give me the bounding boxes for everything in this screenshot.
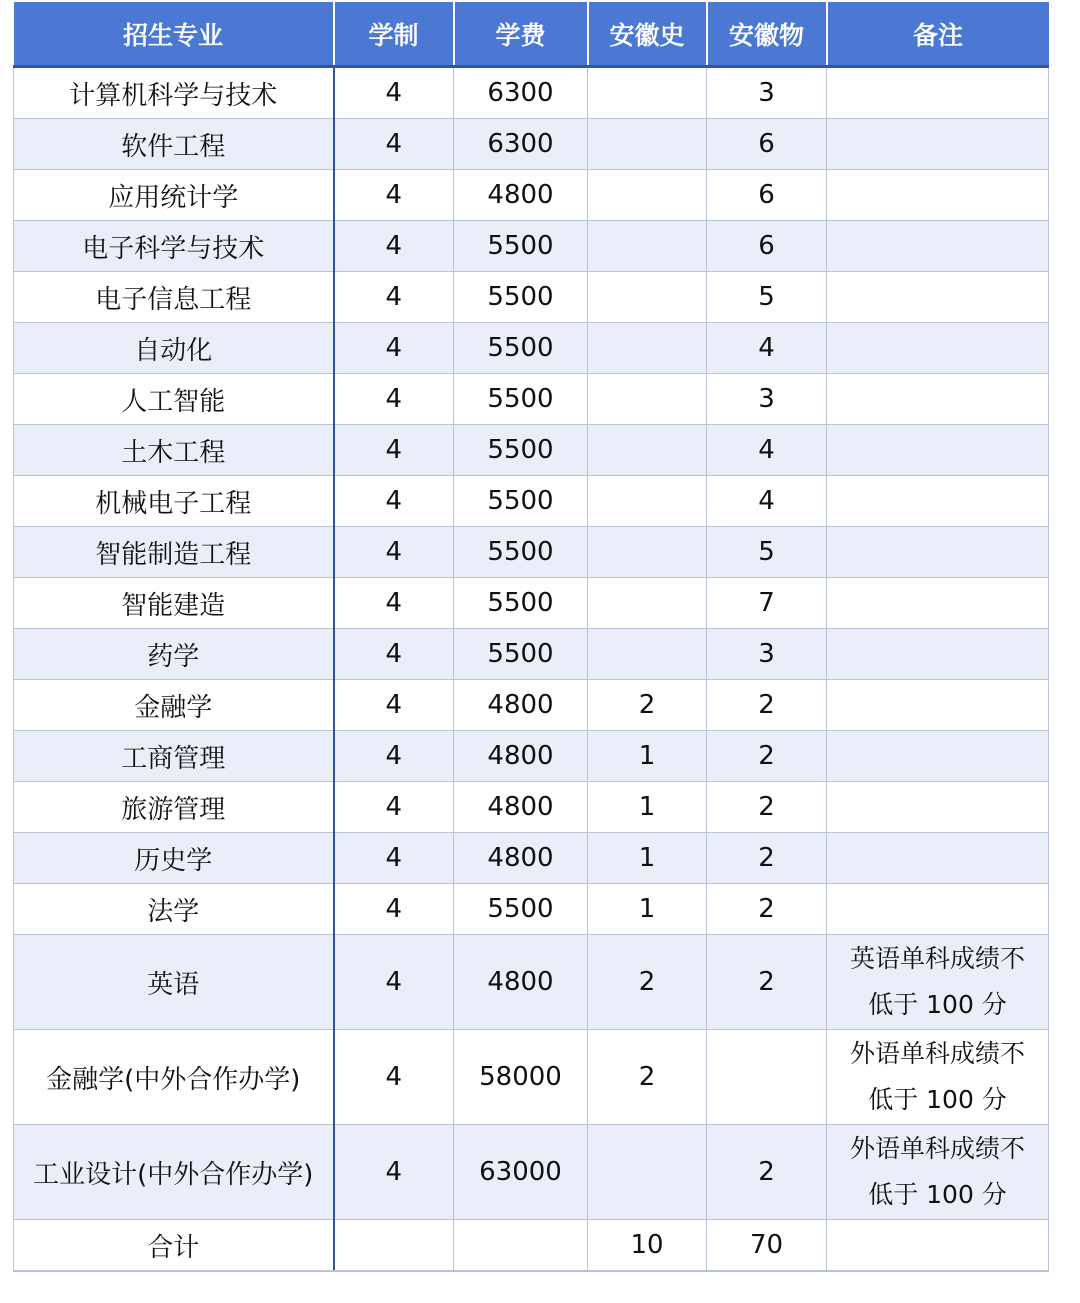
table-row [14,272,1049,323]
years-cell: 4 [334,578,454,629]
note-cell [827,476,1049,527]
years-cell: 4 [334,833,454,884]
history-cell: 1 [588,731,707,782]
years-cell: 4 [334,170,454,221]
physics-cell: 5 [707,527,827,578]
fee-cell: 5500 [454,272,588,323]
note-cell [827,935,1049,1030]
years-cell: 4 [334,425,454,476]
years-cell: 4 [334,272,454,323]
physics-cell: 2 [707,1125,827,1220]
table-row [14,680,1049,731]
physics-cell: 2 [707,680,827,731]
years-cell: 4 [334,323,454,374]
history-cell: 2 [588,1030,707,1125]
note-line: 英语单科成绩不 [849,944,1025,973]
major-cell: 工业设计(中外合作办学) [14,1125,334,1220]
fee-cell: 5500 [454,221,588,272]
physics-cell: 6 [707,170,827,221]
major-cell: 工商管理 [14,731,334,782]
table-row [14,476,1049,527]
note-cell [827,527,1049,578]
years-cell: 4 [334,731,454,782]
header-note: 备注 [827,2,1049,67]
table-row [14,1125,1049,1220]
total-note [827,1220,1049,1272]
history-cell: 2 [588,680,707,731]
physics-cell: 5 [707,272,827,323]
note-cell [827,731,1049,782]
table-row [14,67,1049,119]
admissions-table [13,2,1049,1272]
major-cell: 金融学(中外合作办学) [14,1030,334,1125]
history-cell [588,374,707,425]
years-cell: 4 [334,1030,454,1125]
note-cell [827,67,1049,119]
physics-cell [707,1030,827,1125]
header-major: 招生专业 [14,2,334,67]
physics-cell: 4 [707,476,827,527]
history-cell [588,578,707,629]
years-cell: 4 [334,221,454,272]
physics-cell: 2 [707,782,827,833]
physics-cell: 6 [707,119,827,170]
header-anhui-physics: 安徽物 [707,2,827,67]
years-cell: 4 [334,374,454,425]
major-cell: 英语 [14,935,334,1030]
table-row [14,629,1049,680]
physics-cell: 4 [707,323,827,374]
major-cell: 电子科学与技术 [14,221,334,272]
fee-cell: 4800 [454,170,588,221]
table-body [14,67,1049,1272]
header-anhui-history: 安徽史 [588,2,707,67]
table-row [14,221,1049,272]
note-cell [827,578,1049,629]
note-cell [827,374,1049,425]
physics-cell: 3 [707,67,827,119]
note-line: 外语单科成绩不 [849,1039,1025,1068]
fee-cell: 6300 [454,119,588,170]
table-row [14,833,1049,884]
history-cell [588,67,707,119]
fee-cell: 5500 [454,476,588,527]
fee-cell: 5500 [454,578,588,629]
fee-cell: 6300 [454,67,588,119]
major-cell: 历史学 [14,833,334,884]
physics-cell: 2 [707,884,827,935]
note-cell [827,221,1049,272]
history-cell [588,221,707,272]
major-cell: 计算机科学与技术 [14,67,334,119]
major-cell: 电子信息工程 [14,272,334,323]
physics-cell: 4 [707,425,827,476]
physics-cell: 7 [707,578,827,629]
note-cell [827,119,1049,170]
years-cell: 4 [334,1125,454,1220]
table-row [14,374,1049,425]
table-row [14,323,1049,374]
fee-cell: 58000 [454,1030,588,1125]
physics-cell: 3 [707,629,827,680]
note-cell [827,170,1049,221]
physics-cell: 2 [707,833,827,884]
history-cell [588,1125,707,1220]
fee-cell: 5500 [454,425,588,476]
note-cell [827,425,1049,476]
history-cell [588,629,707,680]
physics-cell: 3 [707,374,827,425]
note-cell [827,884,1049,935]
total-fee [454,1220,588,1272]
table-row [14,578,1049,629]
history-cell [588,425,707,476]
fee-cell: 5500 [454,884,588,935]
header-fee: 学费 [454,2,588,67]
total-row [14,1220,1049,1272]
total-history: 10 [588,1220,707,1272]
major-cell: 土木工程 [14,425,334,476]
major-cell: 药学 [14,629,334,680]
years-cell: 4 [334,782,454,833]
fee-cell: 4800 [454,833,588,884]
physics-cell: 6 [707,221,827,272]
history-cell: 1 [588,782,707,833]
years-cell: 4 [334,527,454,578]
years-cell: 4 [334,476,454,527]
table-row [14,1030,1049,1125]
note-cell [827,1030,1049,1125]
note-line: 低于 100 分 [868,1085,1007,1114]
fee-cell: 63000 [454,1125,588,1220]
major-cell: 机械电子工程 [14,476,334,527]
fee-cell: 4800 [454,782,588,833]
major-cell: 金融学 [14,680,334,731]
history-cell [588,323,707,374]
fee-cell: 5500 [454,527,588,578]
years-cell: 4 [334,119,454,170]
note-cell [827,1125,1049,1220]
history-cell: 1 [588,884,707,935]
physics-cell: 2 [707,731,827,782]
table-row [14,425,1049,476]
years-cell: 4 [334,629,454,680]
major-cell: 法学 [14,884,334,935]
history-cell: 1 [588,833,707,884]
history-cell [588,119,707,170]
major-cell: 应用统计学 [14,170,334,221]
note-cell [827,272,1049,323]
table-row [14,782,1049,833]
history-cell [588,272,707,323]
header-row [14,2,1049,67]
major-cell: 智能建造 [14,578,334,629]
table-row [14,119,1049,170]
note-cell [827,782,1049,833]
fee-cell: 4800 [454,680,588,731]
note-cell [827,323,1049,374]
table-row [14,731,1049,782]
physics-cell: 2 [707,935,827,1030]
years-cell: 4 [334,935,454,1030]
fee-cell: 4800 [454,935,588,1030]
fee-cell: 4800 [454,731,588,782]
history-cell: 2 [588,935,707,1030]
table-row [14,527,1049,578]
table-row [14,884,1049,935]
note-line: 外语单科成绩不 [849,1134,1025,1163]
major-cell: 旅游管理 [14,782,334,833]
note-cell [827,680,1049,731]
major-cell: 自动化 [14,323,334,374]
total-label: 合计 [14,1220,334,1272]
major-cell: 智能制造工程 [14,527,334,578]
table-row [14,935,1049,1030]
years-cell: 4 [334,884,454,935]
note-line: 低于 100 分 [868,990,1007,1019]
fee-cell: 5500 [454,629,588,680]
major-cell: 人工智能 [14,374,334,425]
table-row [14,170,1049,221]
history-cell [588,476,707,527]
years-cell: 4 [334,680,454,731]
total-physics: 70 [707,1220,827,1272]
years-cell: 4 [334,67,454,119]
fee-cell: 5500 [454,323,588,374]
fee-cell: 5500 [454,374,588,425]
header-years: 学制 [334,2,454,67]
note-cell [827,629,1049,680]
history-cell [588,170,707,221]
total-years [334,1220,454,1272]
major-cell: 软件工程 [14,119,334,170]
note-line: 低于 100 分 [868,1180,1007,1209]
history-cell [588,527,707,578]
note-cell [827,833,1049,884]
